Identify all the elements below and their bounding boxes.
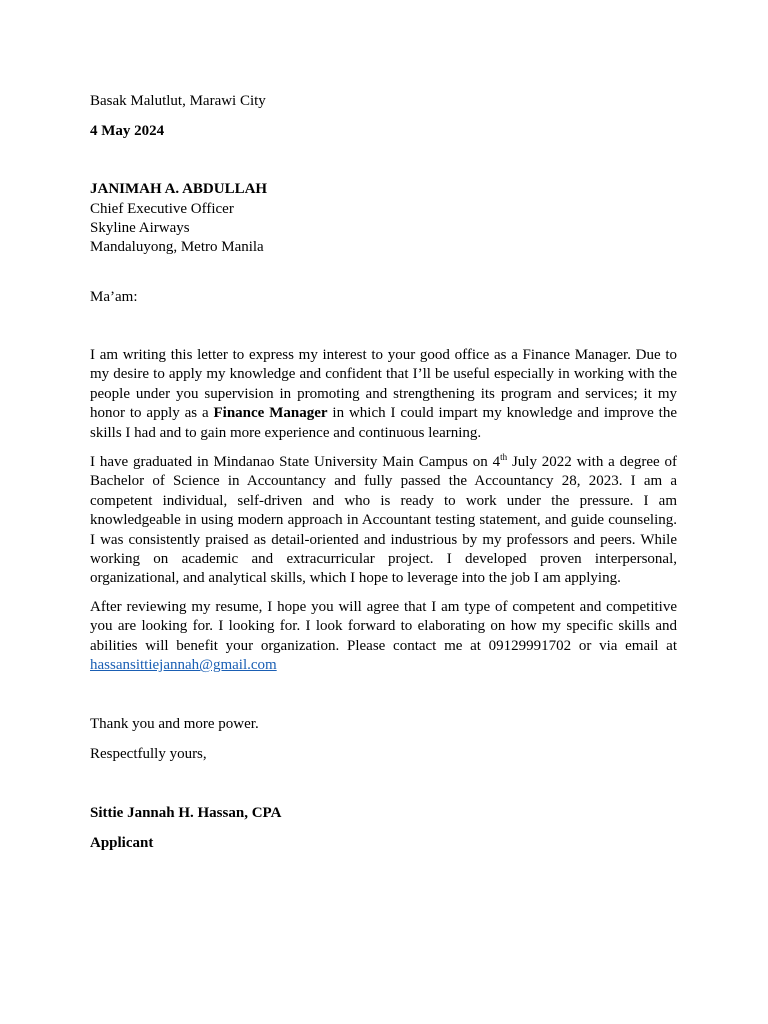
body-paragraph-2 <box>90 453 677 589</box>
body-paragraph-1 <box>90 346 677 443</box>
signer-name: Sittie Jannah H. Hassan, CPA <box>90 805 282 821</box>
email-link[interactable]: hassansittiejannah@gmail.com <box>90 657 277 674</box>
p1-position-bold: Finance Manager <box>213 405 328 422</box>
salutation: Ma’am: <box>90 289 138 305</box>
recipient-name: JANIMAH A. ABDULLAH <box>90 181 268 197</box>
p1-text-before: I am writing this letter to express my interest to your good office as a Finance Manager. Due to my desire to apply my knowledge and confident that I’ll be useful especially in working with the people under you supervision in promoting and strengthening its program and services; it my honor to apply as a <box>90 347 677 422</box>
recipient-title: Chief Executive Officer <box>90 201 234 217</box>
closing-signoff: Respectfully yours, <box>90 746 207 762</box>
closing-thanks: Thank you and more power. <box>90 716 259 732</box>
p2-text-before: I have graduated in Mindanao State University Main Campus on 4 <box>90 454 501 470</box>
p3-text: After reviewing my resume, I hope you will agree that I am type of competent and competitive you are looking for. I looking for. I look forward to elaborating on how my specific skills and abilities will benefit your organization. Please contact me at 09129991702 or via email at <box>90 599 677 654</box>
body-paragraph-3 <box>90 598 677 676</box>
recipient-location: Mandaluyong, Metro Manila <box>90 239 264 255</box>
letter-date: 4 May 2024 <box>90 123 165 139</box>
recipient-company: Skyline Airways <box>90 220 190 236</box>
p1-text-after: in which I could impart my knowledge and improve the skills I had and to gain more experience and continuous learning. <box>90 405 677 441</box>
sender-address: Basak Malutlut, Marawi City <box>90 93 266 109</box>
signer-role: Applicant <box>90 835 154 851</box>
p2-text-after: July 2022 with a degree of Bachelor of Science in Accountancy and fully passed the Accountancy 28, 2023. I am a competent individual, self-driven and who is ready to work under the pressure. I am knowledgeable in using modern approach in Accountant testing statement, and guide counseling. I was consistently praised as detail-oriented and industrious by my professors and peers. While working on academic and extracurricular project. I developed proven interpersonal, organizational, and analytical skills, which I hope to leverage into the job I am applying. <box>90 454 677 587</box>
p2-ordinal-sup: th <box>500 452 508 462</box>
